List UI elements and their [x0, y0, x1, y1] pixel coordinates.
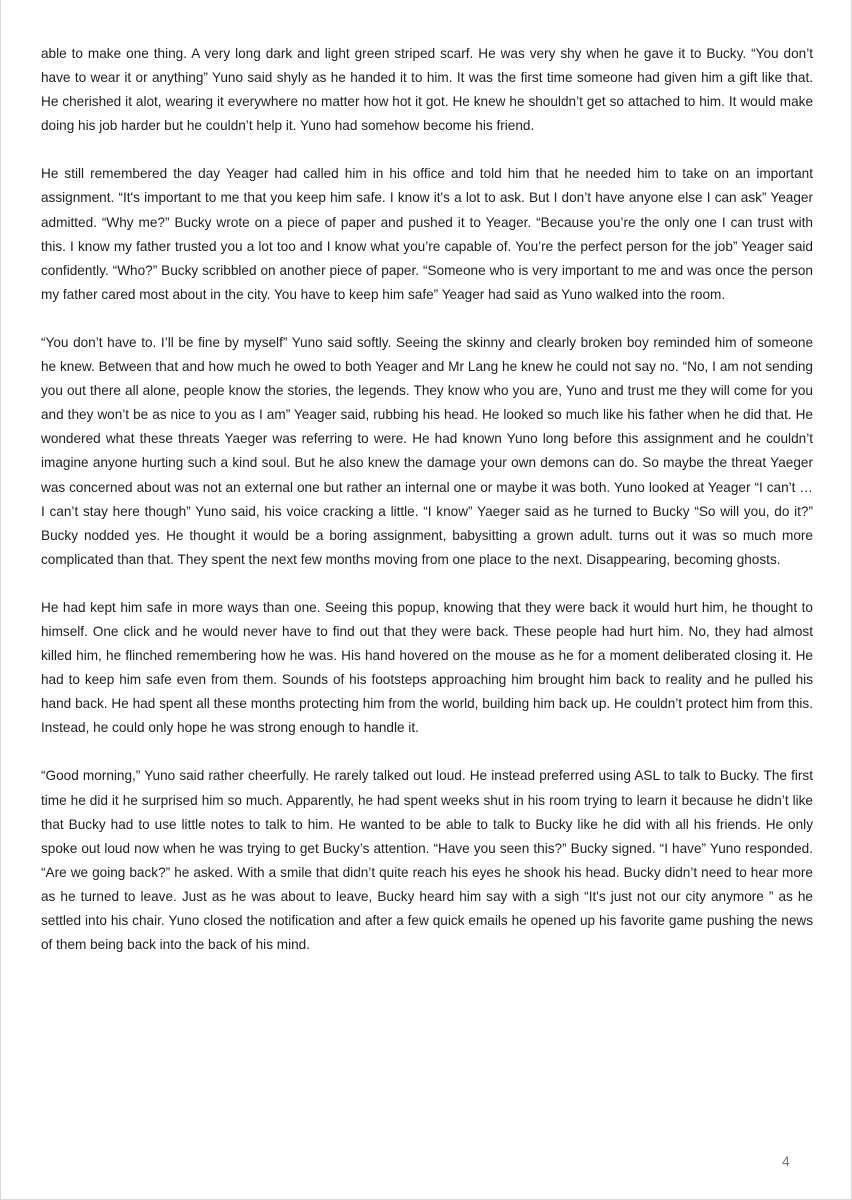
paragraph-5: “Good morning,” Yuno said rather cheerfully. He rarely talked out loud. He instead preferred using ASL to talk to Bucky. The first time he did it he surprised him so much. Apparently, he had spent weeks shut in his room trying to learn it because he didn’t like that Bucky had to use little notes to talk to him. He wanted to be able to talk to Bucky like he did with all his friends. He only spoke out loud now when he was trying to get Bucky’s attention. “Have you seen this?” Bucky signed. “I have” Yuno responded. “Are we going back?” he asked. With a smile that didn’t quite reach his eyes he shook his head. Bucky didn’t need to hear more as he turned to leave. Just as he was about to leave, Bucky heard him say with a sigh “It's just not our city anymore ” as he settled into his chair. Yuno closed the notification and after a few quick emails he opened up his favorite game pushing the news of them being back into the back of his mind. — [41, 768, 813, 953]
paragraph-4: He had kept him safe in more ways than one. Seeing this popup, knowing that they were back it would hurt him, he thought to himself. One click and he would never have to find out that they were back. These people had hurt him. No, they had almost killed him, he flinched remembering how he was. His hand hovered on the mouse as he for a moment deliberated closing it. He had to keep him safe even from them. Sounds of his footsteps approaching him brought him back to reality and he pulled his hand back. He had spent all these months protecting him from the world, building him back up. He couldn’t protect him from this. Instead, he could only hope he was strong enough to handle it. — [41, 599, 813, 736]
paragraph-1: able to make one thing. A very long dark and light green striped scarf. He was very shy when he gave it to Bucky. “You don’t have to wear it or anything” Yuno said shyly as he handed it to him. It was the first time someone had given him a gift like that. He cherished it alot, wearing it everywhere no matter how hot it got. He knew he shouldn’t get so attached to him. It would make doing his job harder but he couldn’t help it. Yuno had somehow become his friend. — [41, 46, 813, 134]
paragraph-2: He still remembered the day Yeager had called him in his office and told him that he needed him to take on an important assignment. “It's important to me that you keep him safe. I know it's a lot to ask. But I don’t have anyone else I can ask” Yeager admitted. “Why me?” Bucky wrote on a piece of paper and pushed it to Yeager. “Because you’re the only one I can trust with this. I know my father trusted you a lot too and I know what you’re capable of. You’re the perfect person for the job” Yeager said confidently. “Who?” Bucky scribbled on another piece of paper. “Someone who is very important to me and was once the person my father cared most about in the city. You have to keep him safe” Yeager had said as Yuno walked into the room. — [41, 166, 813, 302]
document-body — [41, 42, 813, 981]
page-number: 4 — [782, 1153, 790, 1169]
paragraph-3: “You don’t have to. I’ll be fine by myself” Yuno said softly. Seeing the skinny and clearly broken boy reminded him of someone he knew. Between that and how much he owed to both Yeager and Mr Lang he knew he could not say no. “No, I am not sending you out there all alone, people know the stories, the legends. They know who you are, Yuno and trust me they will come for you and they won’t be as nice to you as I am” Yeager said, rubbing his head. He looked so much like his father when he did that. He wondered what these threats Yaeger was referring to were. He had known Yuno long before this assignment and he couldn’t imagine anyone hurting such a kind soul. But he also knew the damage your own demons can do. So maybe the threat Yaeger was concerned about was not an external one but rather an internal one or maybe it was both. Yuno looked at Yeager “I can’t … I can’t stay here though” Yuno said, his voice cracking a little. “I know” Yaeger said as he turned to Bucky “So will you, do it?” Bucky nodded yes. He thought it would be a boring assignment, babysitting a grown adult. turns out it was so much more complicated than that. They spent the next few months moving from one place to the next. Disappearing, becoming ghosts. — [41, 334, 813, 567]
